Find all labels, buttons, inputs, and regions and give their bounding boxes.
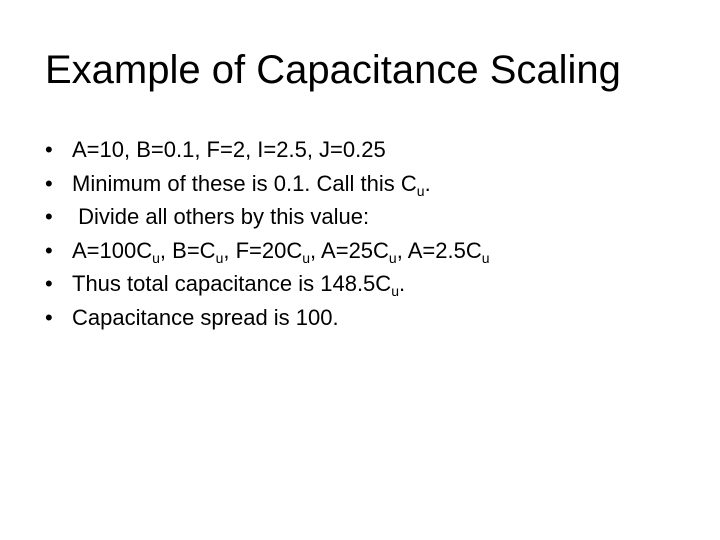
bullet-dot-icon: • [45,137,53,162]
subscript: u [302,249,311,266]
bullet-text [72,267,405,300]
subscript: u [215,249,224,266]
bullet-text [72,301,339,334]
text-run: A=10, B=0.1, F=2, I=2.5, J=0.25 [72,137,386,162]
bullet-dot-icon: • [45,204,53,229]
slide-title: Example of Capacitance Scaling [45,48,621,92]
text-run: , B=C [159,237,216,263]
text-run: Capacitance spread is 100. [72,304,339,330]
text-run: . [424,170,431,196]
bullet-dot-icon: • [45,271,53,296]
text-run: , F=20C [223,237,303,263]
text-run: , A=25C [310,237,389,263]
bullet-dot-icon: • [45,237,53,263]
subscript: u [481,249,490,266]
subscript: u [152,249,160,266]
subscript: u [391,283,399,299]
text-run: . [398,271,406,296]
text-run: A=100C [72,237,153,263]
bullet-text [72,167,431,200]
bullet-dot-icon: • [45,304,53,330]
subscript: u [416,182,425,199]
text-run: Minimum of these is 0.1. Call this C [72,170,417,196]
bullet-text [72,133,386,166]
text-run: Thus total capacitance is 148.5C [72,271,392,296]
bullet-text [72,234,490,267]
subscript: u [388,249,397,266]
bullet-dot-icon: • [45,170,53,196]
text-run: Divide all others by this value: [72,204,370,229]
bullet-text [72,200,369,233]
text-run: , A=2.5C [396,237,482,263]
